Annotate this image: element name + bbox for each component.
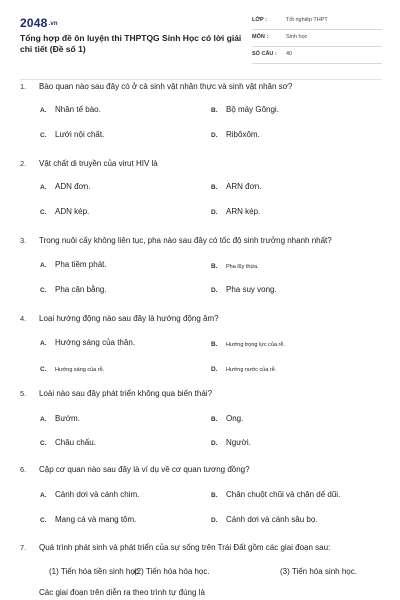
option-d[interactable]: D. Pha suy vong. bbox=[211, 285, 277, 294]
option-d[interactable]: D. Ribôxôm. bbox=[211, 130, 260, 139]
option-b[interactable]: B. ARN đơn. bbox=[211, 182, 262, 191]
question-text: Quá trình phát sinh và phát triển của sự sống trên Trái Đất gồm các giai đoạn sau: bbox=[39, 543, 331, 552]
option-c[interactable]: C. Lưới nội chất. bbox=[40, 130, 105, 139]
stage-2: (2) Tiến hóa hóa học. bbox=[134, 567, 210, 576]
option-c[interactable]: C. Mang cá và mang tôm. bbox=[40, 515, 137, 524]
option-b[interactable]: B. Chân chuột chũi và chân dế dũi. bbox=[211, 490, 341, 499]
stage-1: (1) Tiến hóa tiền sinh học. bbox=[49, 567, 142, 576]
option-d[interactable]: D. Cánh dơi và cánh sâu bọ. bbox=[211, 515, 318, 524]
meta-subject: MÔN : Sinh học bbox=[252, 31, 382, 47]
site-logo[interactable]: 2048.vn bbox=[20, 16, 58, 30]
option-b[interactable]: B. Hướng trọng lực của rễ. bbox=[211, 341, 285, 348]
option-a[interactable]: A. Hướng sáng của thân. bbox=[40, 338, 135, 347]
question-followup: Các giai đoạn trên diễn ra theo trình tự đúng là bbox=[39, 588, 205, 597]
option-d[interactable]: D. ARN kép. bbox=[211, 207, 261, 216]
question-text: Loài nào sau đây phát triển không qua biến thái? bbox=[39, 389, 213, 398]
option-b[interactable]: B. Pha lũy thừa. bbox=[211, 263, 259, 270]
exam-meta bbox=[252, 14, 382, 65]
option-c[interactable]: C. Châu chấu. bbox=[40, 438, 96, 447]
option-a[interactable]: A. ADN đơn. bbox=[40, 182, 91, 191]
document-title: Tổng hợp đề ôn luyện thi THPTQG Sinh Học có lời giải chi tiết (Đề số 1) bbox=[20, 33, 242, 54]
option-c[interactable]: C. Pha cân bằng. bbox=[40, 285, 107, 294]
option-c[interactable]: C. ADN kép. bbox=[40, 207, 90, 216]
option-b[interactable]: B. Bộ máy Gôngi. bbox=[211, 105, 279, 114]
header-divider bbox=[20, 79, 382, 80]
stage-3: (3) Tiến hóa sinh học. bbox=[280, 567, 357, 576]
meta-question-count: SỐ CÂU : 40 bbox=[252, 48, 382, 64]
document-header bbox=[20, 14, 382, 74]
option-c[interactable]: C. Hướng sáng của rễ. bbox=[40, 366, 105, 373]
option-b[interactable]: B. Ong. bbox=[211, 414, 244, 423]
option-a[interactable]: A. Bướm. bbox=[40, 414, 80, 423]
exam-page: 2048.vn Tổng hợp đề ôn luyện thi THPTQG Sinh Học có lời giải chi tiết (Đề số 1) LỚP : Tốt nghiệp THPT MÔN : Sinh học SỐ CÂU : 40 1. Bào quan nào sau đây có ở cả sinh vật nhân thực và sinh vật nhân sơ? A. Nhân tế bào. B. Bộ máy Gôngi. C. Lưới nội chất. D. Ribôxôm. 2. Vật chất di truyền của virut HIV là A. ADN đơn. B. ARN đơn. C. ADN kép. D. ARN kép. 3. Trong nuôi cấy không liên tục, pha nào sau đây có tốc độ sinh trưởng nhanh nhất? A. Pha tiềm phát. B. Pha lũy thừa. C. Pha cân bằng. D. Pha suy vong. 4. Loại hướng động nào sau đây là hướng động âm? A. Hướng sáng của thân. B. Hướng trọng lực của rễ. C. Hướng sáng của rễ. D. Hướng nước của rễ. 5. Loài nào sau đây phát triển không qua biến thái? A. Bướm. B. Ong. C. Châu chấu. D. Người. 6. Cặp cơ quan nào sau đây là ví dụ về cơ quan tương đồng? A. Cánh dơi và cánh chim. B. Chân chuột chũi và chân dế dũi. C. Mang cá và mang tôm. D. Cánh dơi và cánh sâu bọ. 7. Quá trình phát sinh và phát triển của sự sống trên Trái Đất gồm các giai đoạn sau: (1) Tiến hóa tiền sinh học. (2) Tiến hóa hóa học. (3) Tiến hóa sinh học. Các giai đoạn trên diễn ra theo trình tự đúng là bbox=[0, 0, 400, 600]
meta-grade: LỚP : Tốt nghiệp THPT bbox=[252, 14, 382, 30]
question-text: Trong nuôi cấy không liên tục, pha nào sau đây có tốc độ sinh trưởng nhanh nhất? bbox=[39, 236, 332, 245]
question-text: Loại hướng động nào sau đây là hướng động âm? bbox=[39, 314, 219, 323]
option-d[interactable]: D. Hướng nước của rễ. bbox=[211, 366, 277, 373]
option-a[interactable]: A. Pha tiềm phát. bbox=[40, 260, 107, 269]
option-d[interactable]: D. Người. bbox=[211, 438, 251, 447]
option-a[interactable]: A. Cánh dơi và cánh chim. bbox=[40, 490, 140, 499]
question-text: Cặp cơ quan nào sau đây là ví dụ về cơ quan tương đồng? bbox=[39, 465, 250, 474]
option-a[interactable]: A. Nhân tế bào. bbox=[40, 105, 101, 114]
question-text: Vật chất di truyền của virut HIV là bbox=[39, 159, 158, 168]
question-text: Bào quan nào sau đây có ở cả sinh vật nhân thực và sinh vật nhân sơ? bbox=[39, 82, 293, 91]
